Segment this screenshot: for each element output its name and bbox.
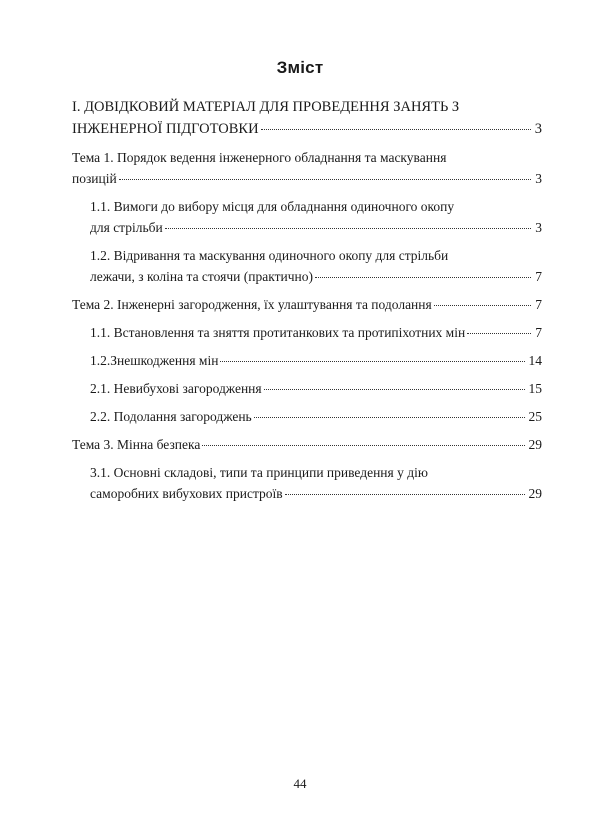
dot-leader <box>165 228 532 229</box>
toc-entry-text-continued: ІНЖЕНЕРНОЇ ПІДГОТОВКИ <box>72 121 259 137</box>
dot-leader <box>285 494 525 495</box>
toc-entry-text: 2.1. Невибухові загородження <box>90 381 262 396</box>
toc-page-number: 7 <box>535 269 542 284</box>
toc-entry-mines-disarm <box>72 350 542 371</box>
toc-entry-3-1 <box>72 462 542 504</box>
toc-page-number: 3 <box>535 171 542 186</box>
toc-page-number: 7 <box>535 297 542 312</box>
toc-entry-2-1 <box>72 378 542 399</box>
dot-leader <box>315 277 531 278</box>
toc-page-number: 15 <box>528 381 542 396</box>
dot-leader <box>467 333 531 334</box>
toc-entry-section-1 <box>72 96 542 140</box>
dot-leader <box>261 129 531 130</box>
toc-entry-2-2 <box>72 406 542 427</box>
toc-page-number: 29 <box>528 486 542 501</box>
toc-entry-text: І. ДОВІДКОВИЙ МАТЕРІАЛ ДЛЯ ПРОВЕДЕННЯ ЗАНЯТЬ З <box>72 99 460 115</box>
toc-page-number: 14 <box>528 353 542 368</box>
toc-entry-text-continued: позицій <box>72 171 117 186</box>
toc-page-number: 29 <box>528 437 542 452</box>
toc-entry-mines-install <box>72 322 542 343</box>
toc-entry-text: 3.1. Основні складові, типи та принципи приведення у дію <box>90 465 428 480</box>
page-title: Зміст <box>276 58 324 77</box>
toc-entry-text-continued: лежачи, з коліна та стоячи (практично) <box>90 269 313 284</box>
toc-page-number: 25 <box>528 409 542 424</box>
toc-entry-1-1 <box>72 196 542 238</box>
toc-entry-text: Тема 2. Інженерні загородження, їх улаштування та подолання <box>72 297 432 312</box>
toc-entry-topic-3 <box>72 434 542 455</box>
toc-page-number: 3 <box>534 121 542 137</box>
toc-entry-text: 1.2.Знешкодження мін <box>90 353 219 368</box>
dot-leader <box>202 445 524 446</box>
table-of-contents <box>72 96 542 511</box>
toc-page-number: 3 <box>535 220 542 235</box>
toc-entry-text-continued: для стрільби <box>90 220 163 235</box>
toc-entry-topic-2 <box>72 294 542 315</box>
toc-entry-text: 1.1. Вимоги до вибору місця для обладнання одиночного окопу <box>90 199 455 214</box>
toc-entry-text: Тема 3. Мінна безпека <box>72 437 201 452</box>
toc-entry-text: 1.2. Відривання та маскування одиночного окопу для стрільби <box>90 248 449 263</box>
dot-leader <box>254 417 525 418</box>
toc-entry-text: Тема 1. Порядок ведення інженерного обладнання та маскування <box>72 150 447 165</box>
dot-leader <box>119 179 532 180</box>
toc-entry-topic-1 <box>72 147 542 189</box>
dot-leader <box>264 389 525 390</box>
toc-page-number: 7 <box>535 325 542 340</box>
toc-entry-text: 1.1. Встановлення та зняття протитанкових та протипіхотних мін <box>90 325 466 340</box>
toc-entry-text: 2.2. Подолання загороджень <box>90 409 252 424</box>
toc-entry-1-2 <box>72 245 542 287</box>
toc-entry-text-continued: саморобних вибухових пристроїв <box>90 486 283 501</box>
page-number: 44 <box>293 776 307 791</box>
dot-leader <box>220 361 524 362</box>
dot-leader <box>434 305 532 306</box>
